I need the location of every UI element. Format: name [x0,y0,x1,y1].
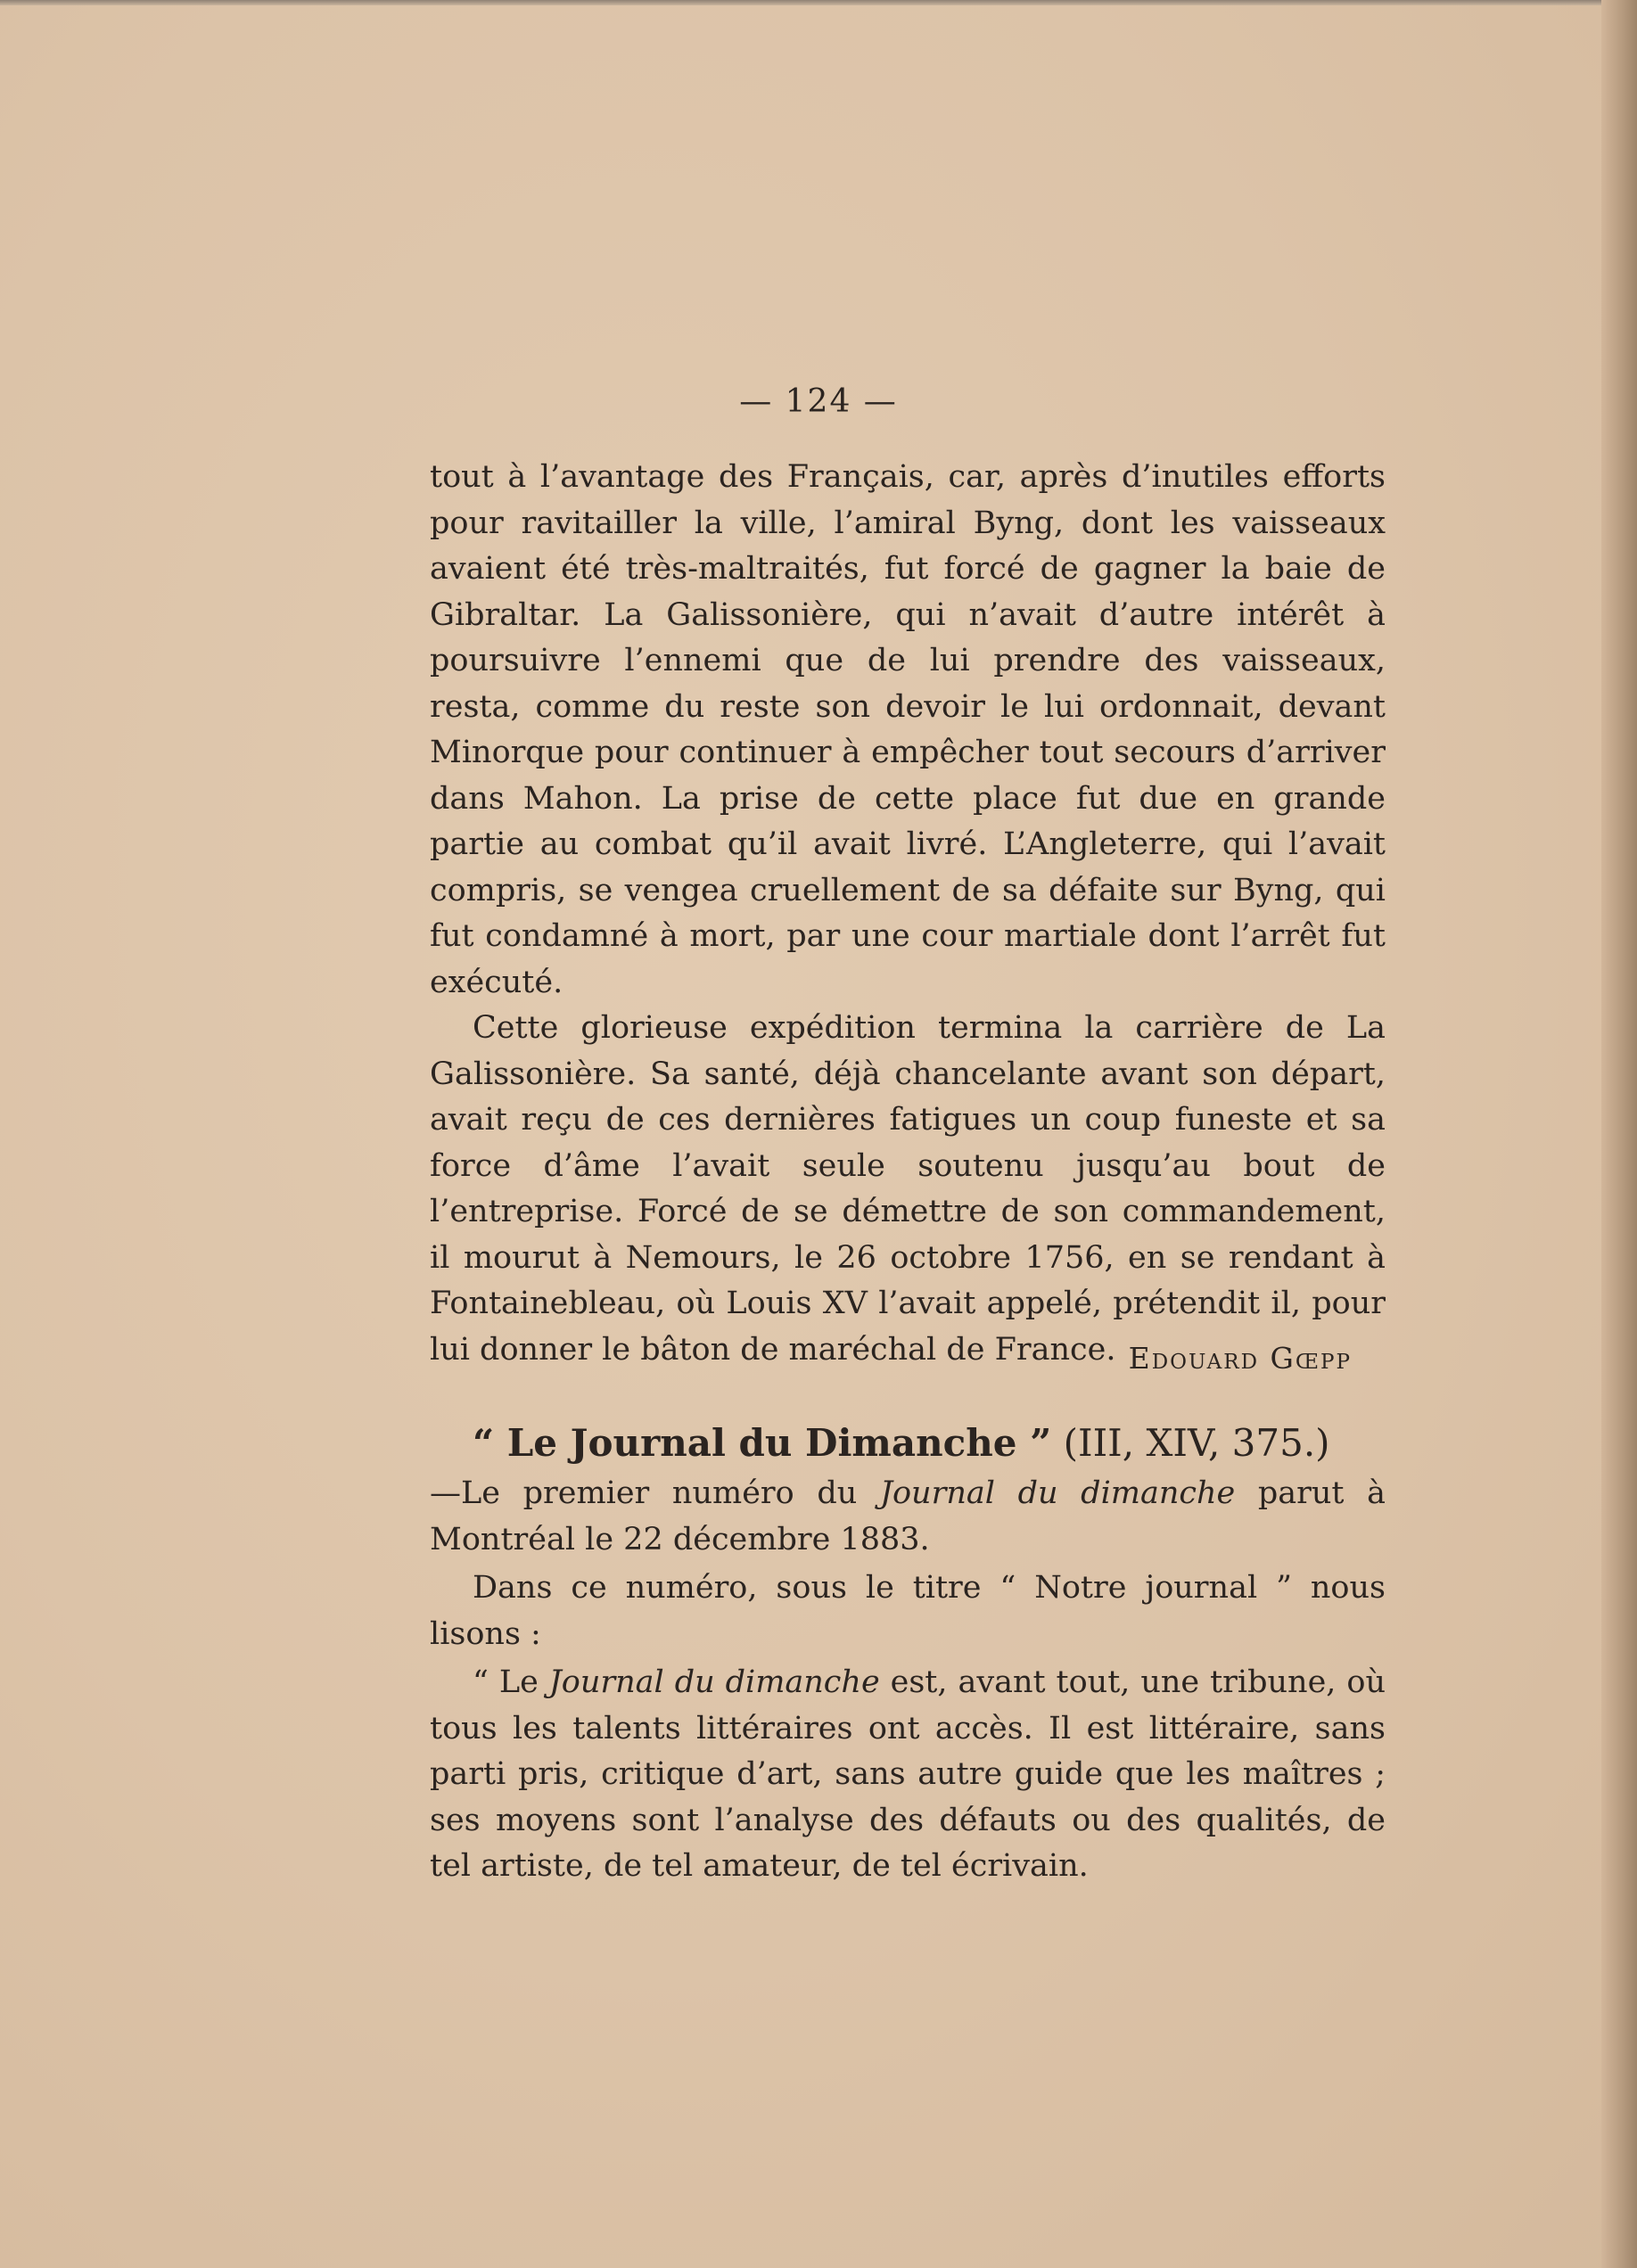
article-2-paragraph-1 [430,1471,1386,1563]
article-2-p1-rest: parut à Montréal le 22 décembre 1883. [430,1475,1386,1557]
article-2-heading-ref: (III, XIV, 375.) [1063,1421,1330,1465]
article-2-heading [473,1421,1330,1465]
article-2-p1-lead: —Le premier numéro du [430,1475,880,1511]
article-2-heading-title: “ Le Journal du Dimanche ” [473,1421,1052,1465]
article-2-paragraph-2 [430,1565,1386,1657]
article-2-p3-rest: est, avant tout, une tribune, où tous les talents littéraires ont accès. Il est littéraire, sans parti pris, critique d’art, sans autre guide que les maîtres ; ses moyens sont l’analyse des défauts ou des qualités, de tel artiste, de tel amateur, de tel écrivain. [430,1664,1386,1884]
article-1-paragraph-1: tout à l’avantage des Français, car, après d’inutiles efforts pour ravitailler la ville, l’amiral Byng, dont les vaisseaux avaient été très-maltraités, fut forcé de gagner la baie de Gibraltar. La Galissonière, qui n’avait d’autre intérêt à poursuivre l’ennemi que de lui prendre des vaisseaux, resta, comme du reste son devoir le lui ordonnait, devant Minorque pour continuer à empêcher tout secours d’arriver dans Mahon. La prise de cette place fut due en grande partie au combat qu’il avait livré. L’Angleterre, qui l’avait compris, se vengea cruellement de sa défaite sur Byng, qui fut condamné à mort, par une cour martiale dont l’arrêt fut exécuté. [430,459,1386,1000]
article-1-body [430,455,1386,1373]
article-2-paragraph-3 [430,1660,1386,1890]
article-1-paragraph-2: Cette glorieuse expédition termina la carrière de La Galissonière. Sa santé, déjà chancelante avant son départ, avait reçu de ces dernières fatigues un coup funeste et sa force d’âme l’avait seule soutenu jusqu’au bout de l’entreprise. Forcé de se démettre de son commandement, il mourut à Nemours, le 26 octobre 1756, en se rendant à Fontainebleau, où Louis XV l’avait appelé, prétendit il, pour lui donner le bâton de maréchal de France. [430,1010,1386,1368]
article-1-signature: Edouard Gœpp [1128,1341,1352,1376]
article-2-p3-journal-title: Journal du dimanche [548,1664,880,1700]
page-right-edge [1601,0,1637,2268]
article-2-p1-journal-title: Journal du dimanche [879,1475,1236,1511]
article-2-p2-text: Dans ce numéro, sous le titre “ Notre journal ” nous lisons : [430,1570,1386,1652]
article-2-p3-lead: “ Le [473,1664,549,1700]
page-top-edge [0,0,1637,5]
page-number: — 124 — [739,383,898,420]
